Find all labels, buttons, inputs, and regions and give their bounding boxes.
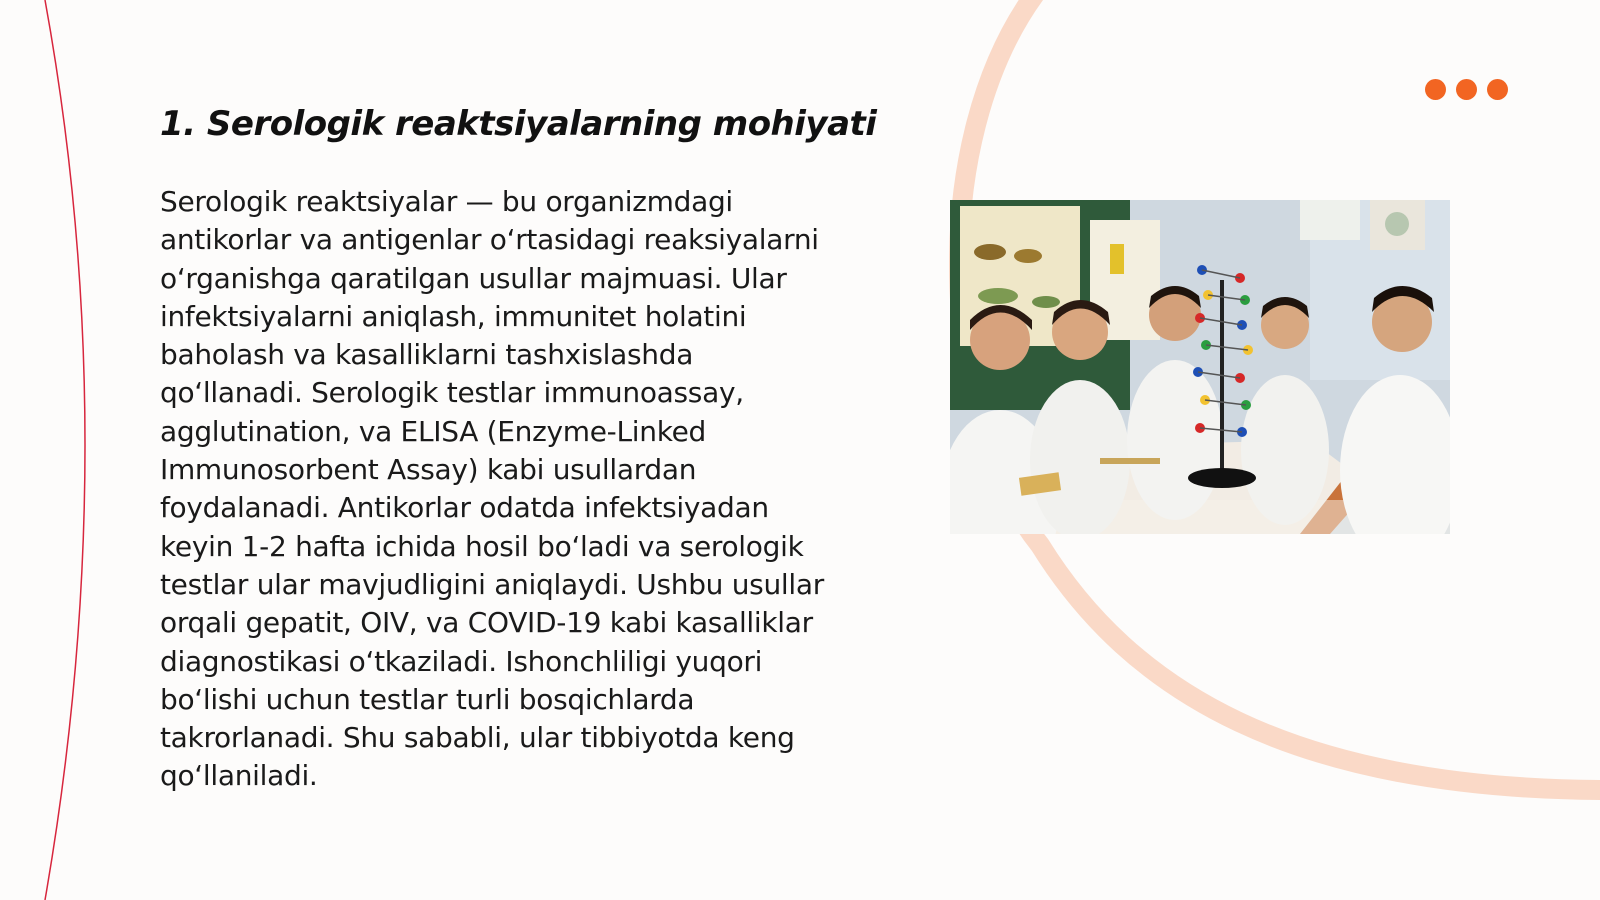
dot-2 (1456, 79, 1477, 100)
classroom-photo (950, 200, 1450, 534)
more-dots-icon (1425, 79, 1508, 100)
dot-3 (1487, 79, 1508, 100)
slide-body-text: Serologik reaktsiyalar — bu organizmdagi antikorlar va antigenlar o‘rtasidagi reaksiyalarni o‘rganishga qaratilgan usullar majmuasi. Ular infektsiyalarni aniqlash, immunitet holatini baholash va kasalliklarni tashxislashda qo‘llanadi. Serologik testlar immunoassay, agglutination, va ELISA (Enzyme-Linked Immunosorbent Assay) kabi usullardan foydalanadi. Antikorlar odatda infektsiyadan keyin 1-2 hafta ichida hosil bo‘ladi va serologik testlar ular mavjudligini aniqlaydi. Ushbu usullar orqali gepatit, OIV, va COVID-19 kabi kasalliklar diagnostikasi o‘tkaziladi. Ishonchliligi yuqori bo‘lishi uchun testlar turli bosqichlarda takrorlanadi. Shu sababli, ular tibbiyotda keng qo‘llaniladi. (160, 185, 824, 793)
slide-title: 1. Serologik reaktsiyalarning mohiyati (160, 104, 877, 144)
dot-1 (1425, 79, 1446, 100)
classroom-photo-illustration (950, 200, 1450, 534)
left-red-arc (45, 0, 85, 900)
